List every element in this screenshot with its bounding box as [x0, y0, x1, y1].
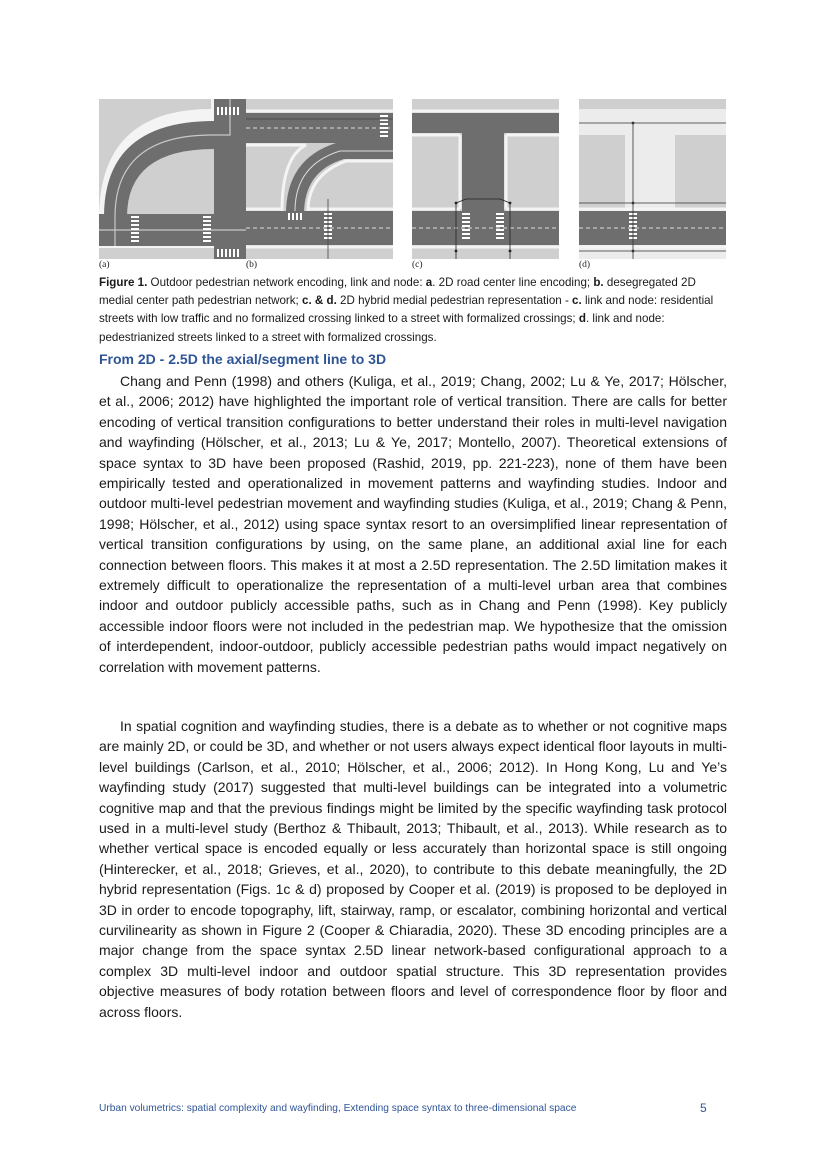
panel-label-c: (c): [412, 260, 423, 270]
road-network-diagram-c: [412, 99, 559, 259]
panel-label-b: (b): [246, 260, 258, 270]
figure-1: [99, 99, 727, 271]
caption-mark-b: b.: [593, 276, 604, 289]
caption-mark-cd: c. & d.: [302, 294, 337, 308]
panel-label-d: (d): [579, 260, 591, 270]
page-number: 5: [700, 1101, 707, 1115]
body-paragraph-2: In spatial cognition and wayfinding studies, there is a debate as to whether or not cognitive maps are mainly 2D, or could be 3D, and whether or not users always expect identical floor layouts in multi-level buildings (Carlson, et al., 2010; Hölscher, et al., 2006; 2012). In Hong Kong, Lu and Ye’s wayfinding study (2017) suggested that multi-level buildings can be integrated into a volumetric cognitive map and that the previous findings might be limited by the specific wayfinding task protocol used in a multi-level study (Berthoz & Thibault, 2013; Thibault, et al., 2013). While research as to whether vertical space is encoded equally or less accurately than horizontal space is still ongoing (Hinterecker, et al., 2018; Grieves, et al., 2020), to contribute to this debate meaningfully, the 2D hybrid representation (Figs. 1c & d) proposed by Cooper et al. (2019) is proposed to be deployed in 3D in order to encode topography, lift, stairway, ramp, or escalator, combining horizontal and vertical curvilinearity as shown in Figure 2 (Cooper & Chiaradia, 2020). These 3D encoding principles are a major change from the space syntax 2.5D linear network-based configurational approach to a complex 3D multi-level indoor and outdoor spatial structure. This 3D representation provides objective measures of body rotation between floors and level of correspondence floor by floor and across floors.: [99, 718, 727, 1020]
figure-panel-d: [579, 99, 726, 259]
caption-text-1: Outdoor pedestrian network encoding, link and node:: [147, 276, 426, 289]
road-network-diagram-d: [579, 99, 726, 259]
road-network-diagram-b: [246, 99, 393, 259]
figure-panel-a: [99, 99, 246, 259]
caption-text-2: . 2D road center line encoding;: [432, 276, 594, 289]
road-network-diagram-a: [99, 99, 246, 259]
caption-figure-ref: Figure 1.: [99, 276, 148, 289]
caption-mark-c: c.: [572, 294, 582, 308]
section-heading: From 2D - 2.5D the axial/segment line to 3D: [99, 351, 387, 367]
caption-mark-a: a: [425, 276, 433, 289]
body-paragraph-1: Chang and Penn (1998) and others (Kuliga, et al., 2019; Chang, 2002; Lu & Ye, 2017; Hölscher, et al., 2006; 2012) have highlighted the important role of vertical transition. There are calls for better encoding of vertical transition configurations to better understand their roles in multi-level navigation and wayfinding (Hölscher, et al., 2013; Lu & Ye, 2017; Montello, 2007). Theoretical extensions of space syntax to 3D have been proposed (Rashid, 2019, pp. 221-223), none of them have been empirically tested and operationalized in movement patterns and wayfinding studies. Indoor and outdoor multi-level pedestrian movement and wayfinding studies (Kuliga, et al., 2019; Chang & Penn, 1998; Hölscher, et al., 2012) using space syntax resort to an oversimplified linear representation of vertical transition configurations by using, on the same plane, an additional axial line for each connection between floors. This makes it at most a 2.5D representation. The 2.5D limitation makes it extremely difficult to operationalize the representation of a multi-level urban area that combines indoor and outdoor publicly accessible paths, such as in Chang and Penn (1998). Key publicly accessible indoor floors were not included in the pedestrian map. We hypothesize that the omission of interdependent, indoor-outdoor, publicly accessible pedestrian paths would impact negatively on correlation with movement patterns.: [99, 373, 727, 675]
caption-text-5: link and node: residential streets with low traffic and no formalized crossing linked to a street with formalized crossings;: [99, 294, 714, 326]
caption-text-3: desegregated 2D medial center path pedestrian network;: [99, 276, 696, 308]
caption-mark-d: d: [578, 312, 586, 326]
running-footer: Urban volumetrics: spatial complexity and wayfinding, Extending space syntax to three-dimensional space: [99, 1103, 577, 1114]
panel-label-a: (a): [99, 260, 110, 270]
figure-panel-c: [412, 99, 559, 259]
figure-caption: [99, 274, 727, 347]
caption-text-6: . link and node: pedestrianized streets linked to a street with formalized crossings.: [99, 312, 665, 344]
caption-text-4: 2D hybrid medial pedestrian representation -: [336, 294, 573, 308]
figure-panel-b: [246, 99, 393, 259]
